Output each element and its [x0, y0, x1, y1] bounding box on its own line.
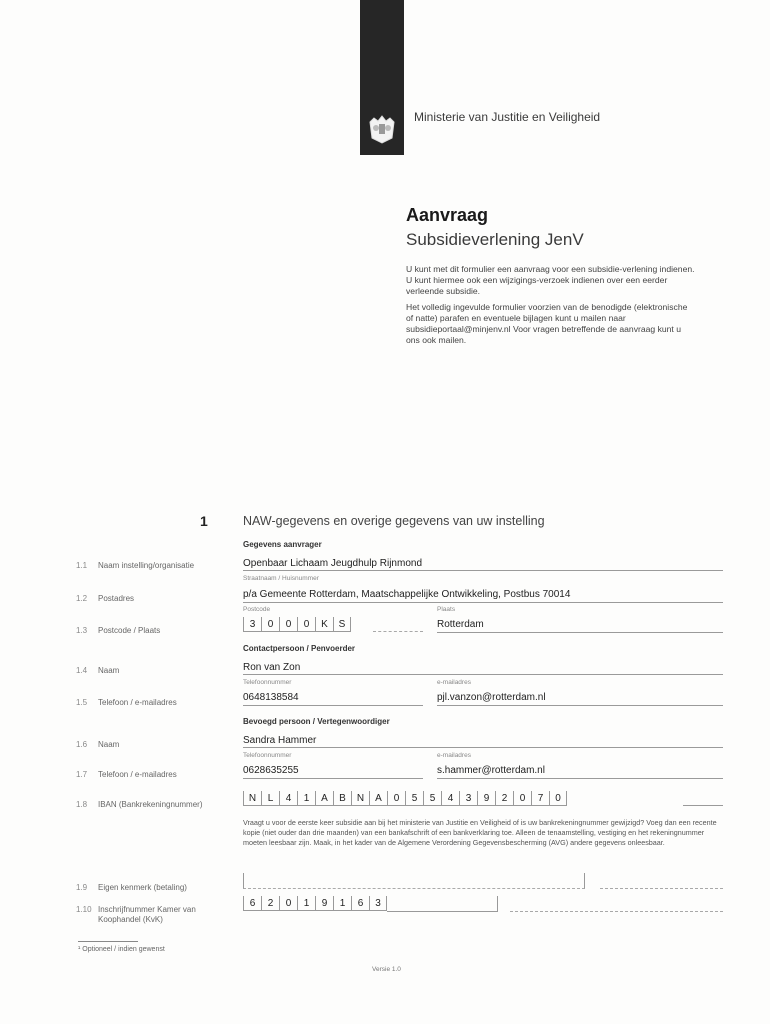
sublabel-phone: Telefoonnummer [243, 752, 292, 759]
contact-phone-field[interactable]: 0648138584 [243, 692, 299, 703]
footnote: ¹ Optioneel / indien gewenst [78, 946, 165, 953]
row-label-authorized-phone-email: Telefoon / e-mailadres [98, 770, 177, 779]
row-number: 1.4 [76, 666, 88, 675]
iban-char: 4 [279, 791, 297, 806]
group-heading-applicant: Gegevens aanvrager [243, 540, 322, 549]
iban-note: Vraagt u voor de eerste keer subsidie aan bij het ministerie van Justitie en Veiligheid of is uw bankrekeningnummer gewijzigd? Voeg dan een recente kopie (niet ouder dan drie maanden) van een bankafschrift of een bankverklaring toe. Alleen de tenaamstelling, vestiging en het rekeningnummer moeten leesbaar zijn. Maak, in het kader van de Algemene Verordening Gegevensbescherming (AVG) andere gegevens onleesbaar. [243, 818, 717, 847]
row-label-authorized-name: Naam [98, 740, 120, 749]
kvk-char: 1 [333, 896, 351, 911]
iban-char: N [351, 791, 369, 806]
row-label-own-reference: Eigen kenmerk (betaling) [98, 883, 187, 892]
iban-char: A [369, 791, 387, 806]
row-label-contact-phone-email: Telefoon / e-mailadres [98, 698, 177, 707]
authorized-email-field[interactable]: s.hammer@rotterdam.nl [437, 765, 545, 776]
kvk-char: 1 [297, 896, 315, 911]
group-heading-authorized: Bevoegd persoon / Vertegenwoordiger [243, 717, 390, 726]
sublabel-city: Plaats [437, 606, 456, 613]
iban-char: 1 [297, 791, 315, 806]
kvk-char: 2 [261, 896, 279, 911]
field-underline [243, 778, 423, 779]
document-title: Aanvraag [406, 205, 489, 225]
field-underline [243, 705, 423, 706]
authorized-name-field[interactable]: Sandra Hammer [243, 735, 317, 746]
row-number: 1.2 [76, 594, 88, 603]
iban-field[interactable] [243, 791, 567, 806]
field-underline [437, 778, 723, 779]
contact-name-field[interactable]: Ron van Zon [243, 662, 301, 673]
field-underline [243, 570, 723, 571]
sublabel-phone: Telefoonnummer [243, 679, 292, 686]
iban-char: 2 [495, 791, 513, 806]
group-heading-contact: Contactpersoon / Penvoerder [243, 644, 356, 653]
row-label-postcode-city: Postcode / Plaats [98, 626, 161, 635]
row-number: 1.9 [76, 883, 88, 892]
row-number: 1.5 [76, 698, 88, 707]
iban-char: 5 [405, 791, 423, 806]
kvk-char: 6 [351, 896, 369, 911]
row-number: 1.3 [76, 626, 88, 635]
row-label-contact-name: Naam [98, 666, 120, 675]
document-subtitle: Subsidieverlening JenV [406, 230, 584, 249]
field-underline [437, 705, 723, 706]
kvk-char: 6 [243, 896, 261, 911]
iban-char: 0 [549, 791, 567, 806]
iban-char: 5 [423, 791, 441, 806]
field-underline [437, 632, 723, 633]
row-number: 1.7 [76, 770, 88, 779]
postcode-char: K [315, 617, 333, 632]
footnote-divider [78, 941, 138, 942]
section-title: NAW-gegevens en overige gegevens van uw instelling [243, 514, 545, 528]
row-label-organisation-name: Naam instelling/organisatie [98, 561, 195, 570]
field-underline [243, 602, 723, 603]
iban-char: 9 [477, 791, 495, 806]
field-underline [243, 674, 723, 675]
iban-char: A [315, 791, 333, 806]
postal-address-field[interactable]: p/a Gemeente Rotterdam, Maatschappelijke Ontwikkeling, Postbus 70014 [243, 589, 571, 600]
row-label-iban: IBAN (Bankrekeningnummer) [98, 800, 203, 809]
kvk-field-tail [387, 896, 498, 912]
row-number: 1.1 [76, 561, 88, 570]
sublabel-email: e-mailadres [437, 679, 471, 686]
postcode-char: 3 [243, 617, 261, 632]
postcode-char: S [333, 617, 351, 632]
field-underline [373, 631, 423, 632]
iban-char: L [261, 791, 279, 806]
organisation-name-field[interactable]: Openbaar Lichaam Jeugdhulp Rijnmond [243, 558, 423, 569]
iban-char: 7 [531, 791, 549, 806]
postcode-field[interactable] [243, 617, 351, 632]
kvk-char: 3 [369, 896, 387, 911]
row-label-postal-address: Postadres [98, 594, 135, 603]
page-version: Versie 1.0 [372, 966, 401, 973]
field-underline [243, 747, 723, 748]
row-label-kvk: Inschrijfnummer Kamer van Koophandel (KvK) [98, 905, 196, 924]
authorized-phone-field[interactable]: 0628635255 [243, 765, 299, 776]
intro-paragraph-2: Het volledig ingevulde formulier voorzien van de benodigde (elektronische of natte) parafen en eventuele bijlagen kunt u mailen naar subsidieportaal@minjenv.nl Voor vragen betreffende de aanvraag kunt u ons ook mailen. [406, 301, 688, 346]
city-field[interactable]: Rotterdam [437, 619, 484, 630]
contact-email-field[interactable]: pjl.vanzon@rotterdam.nl [437, 692, 546, 703]
postcode-char: 0 [261, 617, 279, 632]
sublabel-email: e-mailadres [437, 752, 471, 759]
row-number: 1.10 [76, 905, 92, 914]
sublabel-street: Straatnaam / Huisnummer [243, 575, 319, 582]
own-reference-field[interactable] [243, 873, 585, 889]
sublabel-postcode: Postcode [243, 606, 271, 613]
postcode-char: 0 [297, 617, 315, 632]
iban-char: B [333, 791, 351, 806]
iban-char: 3 [459, 791, 477, 806]
row-number: 1.8 [76, 800, 88, 809]
iban-char: N [243, 791, 261, 806]
ministry-name: Ministerie van Justitie en Veiligheid [414, 110, 601, 124]
coat-of-arms-icon [364, 110, 400, 146]
field-underline [600, 888, 723, 889]
section-number: 1 [200, 513, 208, 529]
kvk-char: 0 [279, 896, 297, 911]
intro-text [406, 264, 696, 350]
iban-char: 0 [513, 791, 531, 806]
iban-char: 0 [387, 791, 405, 806]
kvk-field[interactable] [243, 896, 387, 911]
iban-char: 4 [441, 791, 459, 806]
postcode-char: 0 [279, 617, 297, 632]
field-underline [683, 805, 723, 806]
kvk-char: 9 [315, 896, 333, 911]
row-number: 1.6 [76, 740, 88, 749]
intro-paragraph-1: U kunt met dit formulier een aanvraag voor een subsidie-verlening indienen. U kunt hiermee ook een wijzigings-verzoek indienen over een eerder verleende subsidie. [406, 264, 695, 297]
field-underline [510, 911, 723, 912]
